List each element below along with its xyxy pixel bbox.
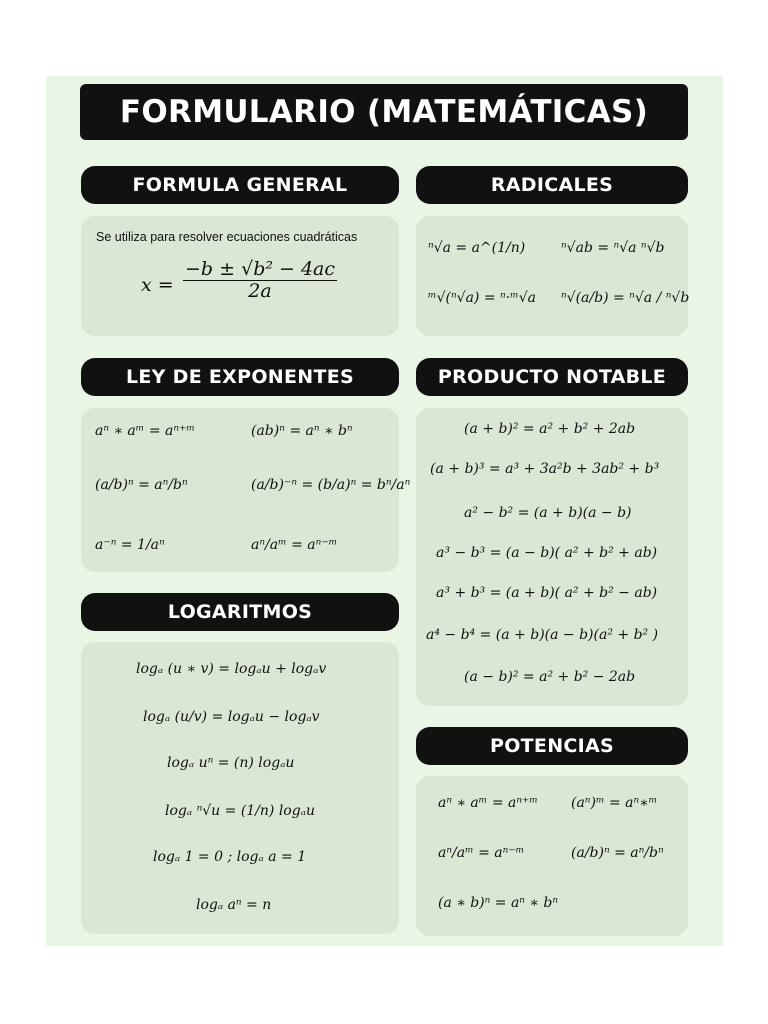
- exponent-item: (ab)ⁿ = aⁿ ∗ bⁿ: [251, 423, 353, 439]
- power-item: aⁿ ∗ aᵐ = aⁿ⁺ᵐ: [438, 795, 538, 811]
- formula-general-note: Se utiliza para resolver ecuaciones cuadráticas: [96, 230, 358, 244]
- product-item: (a − b)² = a² + b² − 2ab: [464, 669, 636, 685]
- log-item: logₐ (u ∗ v) = logₐu + logₐv: [136, 661, 327, 677]
- product-item: (a + b)³ = a³ + 3a²b + 3ab² + b³: [430, 461, 660, 477]
- card-radicales: [416, 216, 688, 336]
- log-item: logₐ 1 = 0 ; logₐ a = 1: [153, 849, 307, 865]
- radical-item: ⁿ√a = a^(1/n): [428, 240, 526, 256]
- power-item: aⁿ/aᵐ = aⁿ⁻ᵐ: [438, 845, 525, 861]
- radical-item: ⁿ√(a/b) = ⁿ√a / ⁿ√b: [561, 290, 690, 306]
- quadratic-fraction: [181, 260, 339, 301]
- card-logaritmos: [81, 642, 399, 934]
- card-ley-exponentes: [81, 408, 411, 572]
- page-title: FORMULARIO (MATEMÁTICAS): [80, 84, 688, 140]
- product-item: (a + b)² = a² + b² + 2ab: [464, 421, 636, 437]
- log-item: logₐ uⁿ = (n) logₐu: [167, 755, 295, 771]
- power-item: (aⁿ)ᵐ = aⁿ∗ᵐ: [571, 795, 658, 811]
- heading-logaritmos: LOGARITMOS: [81, 593, 399, 631]
- product-item: a³ − b³ = (a − b)( a² + b² + ab): [436, 545, 658, 561]
- radical-item: ᵐ√(ⁿ√a) = ⁿ·ᵐ√a: [428, 290, 536, 306]
- log-item: logₐ ⁿ√u = (1/n) logₐu: [165, 803, 315, 819]
- exponent-item: (a/b)⁻ⁿ = (b/a)ⁿ = bⁿ/aⁿ: [251, 477, 411, 493]
- exponent-item: a⁻ⁿ = 1/aⁿ: [95, 537, 165, 553]
- card-formula-general: [81, 216, 399, 336]
- heading-producto-notable: PRODUCTO NOTABLE: [416, 358, 688, 396]
- radical-item: ⁿ√ab = ⁿ√a ⁿ√b: [561, 240, 665, 256]
- product-item: a² − b² = (a + b)(a − b): [464, 505, 632, 521]
- exponent-item: (a/b)ⁿ = aⁿ/bⁿ: [95, 477, 188, 493]
- exponent-item: aⁿ ∗ aᵐ = aⁿ⁺ᵐ: [95, 423, 195, 439]
- heading-radicales: RADICALES: [416, 166, 688, 204]
- quadratic-numerator: −b ± √b² − 4ac: [185, 258, 336, 280]
- heading-potencias: POTENCIAS: [416, 727, 688, 765]
- product-item: a³ + b³ = (a + b)( a² + b² − ab): [436, 585, 658, 601]
- power-item: (a/b)ⁿ = aⁿ/bⁿ: [571, 845, 664, 861]
- heading-ley-exponentes: LEY DE EXPONENTES: [81, 358, 399, 396]
- log-item: logₐ aⁿ = n: [196, 897, 272, 913]
- log-item: logₐ (u/v) = logₐu − logₐv: [143, 709, 320, 725]
- card-producto-notable: [416, 408, 688, 706]
- heading-formula-general: FORMULA GENERAL: [81, 166, 399, 204]
- quadratic-lhs: x =: [141, 274, 174, 296]
- exponent-item: aⁿ/aᵐ = aⁿ⁻ᵐ: [251, 537, 338, 553]
- power-item: (a ∗ b)ⁿ = aⁿ ∗ bⁿ: [438, 895, 559, 911]
- card-potencias: [416, 776, 688, 936]
- product-item: a⁴ − b⁴ = (a + b)(a − b)(a² + b² ): [426, 627, 659, 643]
- quadratic-denominator: 2a: [248, 280, 272, 302]
